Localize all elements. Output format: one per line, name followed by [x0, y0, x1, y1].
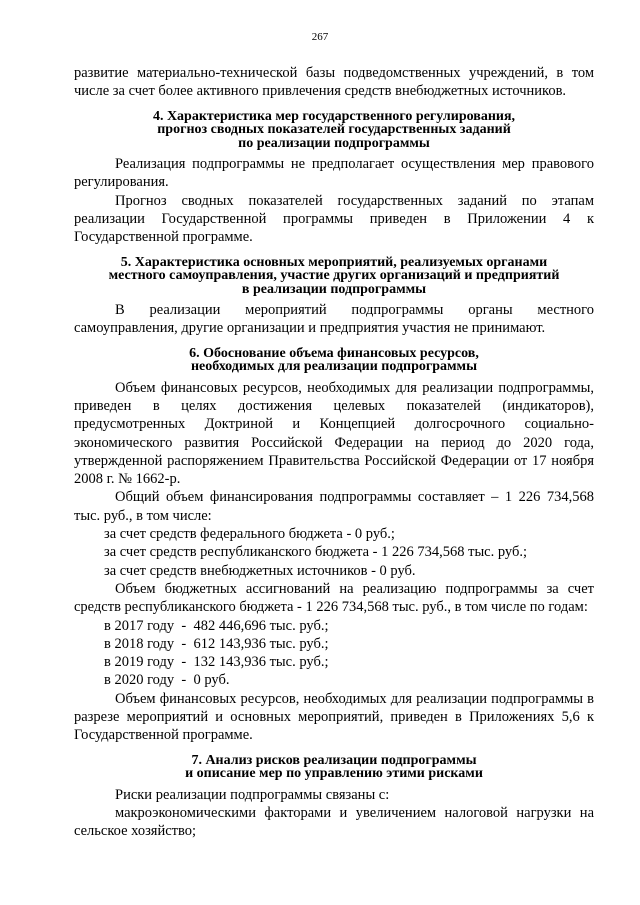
- section-6-paragraph: Объем финансовых ресурсов, необходимых для реализации подпрограммы, приведен в целях достижения целевых показателей (индикаторов), предусмотренных Доктриной и Концепцией долгосрочного социально-экономического развития Российской Федерации на период до 2020 года, утвержденной распоряжением Правительства Российской Федерации от 17 ноября 2008 г. № 1662-р.: [74, 379, 594, 488]
- section-4-heading-line: прогноз сводных показателей государственных заданий: [157, 122, 511, 138]
- section-5-heading-line: местного самоуправления, участие других организаций и предприятий: [108, 268, 560, 284]
- section-4-paragraph: Прогноз сводных показателей государственных заданий по этапам реализации Государственной программы приведен в Приложении 4 к Государственной программе.: [74, 192, 594, 246]
- funding-year-item: в 2019 году - 132 143,936 тыс. руб.;: [104, 654, 329, 671]
- page-number: 267: [311, 31, 329, 43]
- intro-paragraph: развитие материально-технической базы подведомственных учреждений, в том числе за счет более активного привлечения средств внебюджетных источников.: [74, 65, 594, 100]
- section-4-heading-line: по реализации подпрограммы: [238, 135, 430, 151]
- funding-year-item: в 2020 году - 0 руб.: [104, 672, 230, 689]
- section-6-paragraph: Объем финансовых ресурсов, необходимых для реализации подпрограммы в разрезе мероприятий и основных мероприятий, приведен в Приложениях 5,6 к Государственной программе.: [74, 690, 594, 744]
- funding-source-item: за счет средств федерального бюджета - 0 руб.;: [104, 526, 395, 543]
- section-6-heading-line: 6. Обоснование объема финансовых ресурсов,: [189, 345, 479, 361]
- funding-source-item: за счет средств республиканского бюджета - 1 226 734,568 тыс. руб.;: [104, 544, 528, 561]
- section-7-heading: [74, 754, 594, 781]
- section-6-paragraph: Объем бюджетных ассигнований на реализацию подпрограммы за счет средств республиканского бюджета - 1 226 734,568 тыс. руб., в том числе по годам:: [74, 580, 594, 616]
- section-4-heading-line: 4. Характеристика мер государственного регулирования,: [152, 108, 516, 124]
- section-5-heading-line: в реализации подпрограммы: [241, 281, 427, 297]
- section-7-paragraph: макроэкономическими факторами и увеличением налоговой нагрузки на сельское хозяйство;: [74, 804, 594, 840]
- page-content: [74, 64, 594, 841]
- section-6-heading: [74, 347, 594, 374]
- section-6-paragraph: Общий объем финансирования подпрограммы составляет – 1 226 734,568 тыс. руб., в том числе:: [74, 489, 594, 524]
- section-5-heading: [74, 256, 594, 297]
- section-4-paragraph: Реализация подпрограммы не предполагает осуществления мер правового регулирования.: [74, 156, 594, 191]
- section-7-heading-line: и описание мер по управлению этими рисками: [185, 766, 483, 782]
- section-6-heading-line: необходимых для реализации подпрограммы: [190, 359, 478, 375]
- section-4-heading: [74, 110, 594, 151]
- funding-source-item: за счет средств внебюджетных источников - 0 руб.: [104, 562, 416, 579]
- section-5-heading-line: 5. Характеристика основных мероприятий, реализуемых органами: [120, 254, 548, 270]
- section-7-paragraph: Риски реализации подпрограммы связаны с:: [115, 786, 390, 803]
- funding-year-item: в 2018 году - 612 143,936 тыс. руб.;: [104, 635, 329, 652]
- funding-year-item: в 2017 году - 482 446,696 тыс. руб.;: [104, 617, 329, 634]
- section-5-paragraph: В реализации мероприятий подпрограммы органы местного самоуправления, другие организации и предприятия участия не принимают.: [74, 302, 594, 337]
- section-7-heading-line: 7. Анализ рисков реализации подпрограммы: [191, 752, 477, 768]
